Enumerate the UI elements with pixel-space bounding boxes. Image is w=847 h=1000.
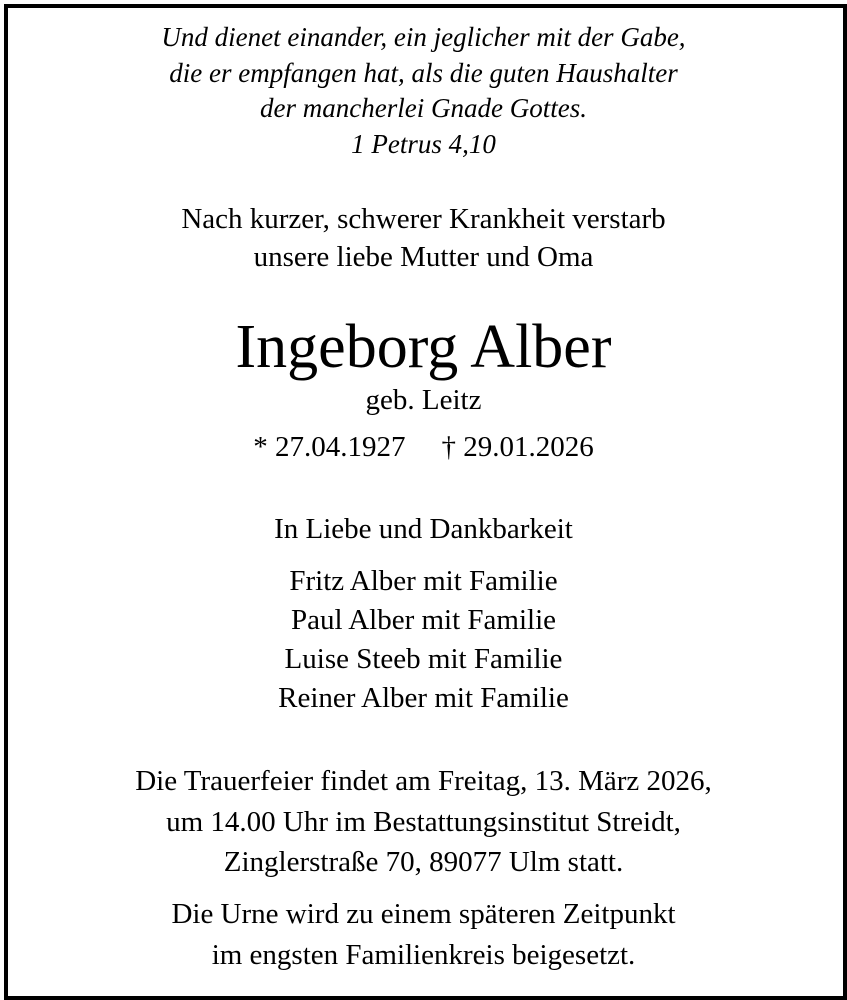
deceased-name-text: Ingeborg Alber bbox=[235, 313, 612, 381]
verse-line: Und dienet einander, ein jeglicher mit der Gabe, bbox=[161, 22, 686, 52]
intro-line: Nach kurzer, schwerer Krankheit verstarb bbox=[181, 203, 666, 235]
intro-line: unsere liebe Mutter und Oma bbox=[253, 241, 594, 273]
life-dates bbox=[0, 428, 847, 466]
verse-line: der mancherlei Gnade Gottes. bbox=[260, 93, 587, 123]
mourner-name: Reiner Alber mit Familie bbox=[278, 682, 569, 714]
birth-name bbox=[0, 381, 847, 419]
birth-name-text: geb. Leitz bbox=[365, 384, 482, 416]
mourners-list bbox=[0, 562, 847, 718]
funeral-line: Die Trauerfeier findet am Freitag, 13. März 2026, bbox=[135, 765, 712, 797]
urn-notice bbox=[0, 894, 847, 975]
bible-verse bbox=[0, 20, 847, 162]
deceased-name bbox=[0, 310, 847, 384]
funeral-line: Zinglerstraße 70, 89077 Ulm statt. bbox=[223, 846, 624, 878]
urn-line: Die Urne wird zu einem späteren Zeitpunkt bbox=[171, 898, 676, 930]
funeral-details bbox=[0, 761, 847, 883]
funeral-line: um 14.00 Uhr im Bestattungsinstitut Streidt, bbox=[166, 805, 681, 838]
death-date: † 29.01.2026 bbox=[441, 431, 594, 463]
mourners-heading-text: In Liebe und Dankbarkeit bbox=[274, 513, 573, 545]
verse-reference: 1 Petrus 4,10 bbox=[351, 128, 496, 159]
urn-line: im engsten Familienkreis beigesetzt. bbox=[211, 938, 636, 971]
death-announcement bbox=[0, 200, 847, 276]
mourners-heading bbox=[0, 510, 847, 548]
mourner-name: Paul Alber mit Familie bbox=[290, 604, 556, 636]
mourner-name: Luise Steeb mit Familie bbox=[284, 643, 563, 675]
birth-date: * 27.04.1927 bbox=[253, 431, 406, 463]
mourner-name: Fritz Alber mit Familie bbox=[289, 565, 558, 597]
verse-line: die er empfangen hat, als die guten Haushalter bbox=[169, 57, 678, 88]
